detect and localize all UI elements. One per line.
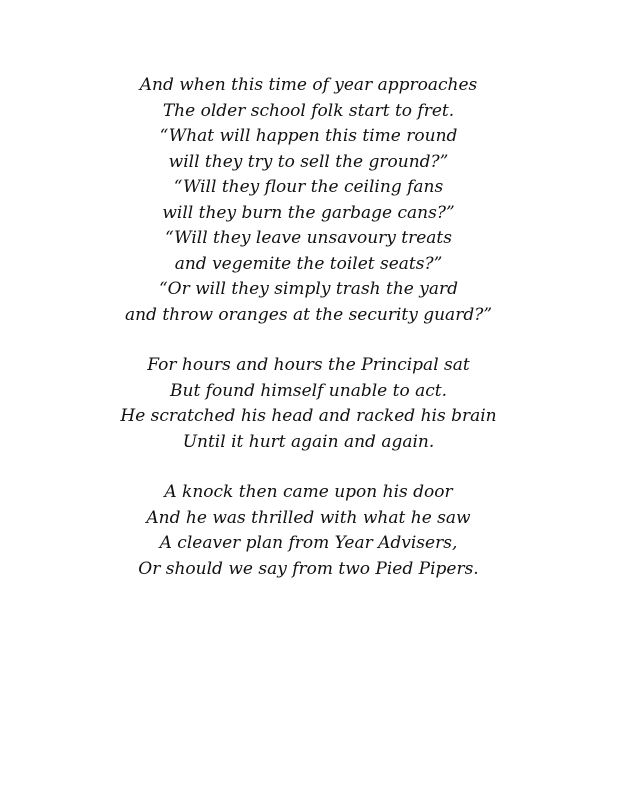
poem-line: “What will happen this time round: [159, 126, 458, 146]
poem-line: And when this time of year approaches: [139, 75, 478, 95]
poem-line: “Will they flour the ceiling fans: [173, 177, 444, 197]
poem-line: But found himself unable to act.: [170, 380, 447, 401]
poem-line: The older school folk start to fret.: [162, 100, 455, 121]
poem-line: will they burn the garbage cans?”: [162, 202, 455, 223]
poem-line: will they try to sell the ground?”: [168, 151, 449, 172]
stanza-1: [0, 73, 617, 328]
stanza-3: [0, 480, 617, 582]
poem-line: Until it hurt again and again.: [182, 431, 435, 452]
poem-line: And he was thrilled with what he saw: [146, 507, 471, 528]
poem: [0, 73, 617, 582]
poem-line: and throw oranges at the security guard?”: [124, 304, 493, 325]
poem-line: A cleaver plan from Year Advisers,: [159, 533, 458, 553]
poem-line: “Or will they simply trash the yard: [158, 279, 459, 299]
poem-line: “Will they leave unsavoury treats: [165, 228, 452, 248]
poem-line: He scratched his head and racked his brain: [120, 406, 497, 426]
poem-line: Or should we say from two Pied Pipers.: [138, 558, 479, 579]
poem-line: A knock then came upon his door: [164, 482, 453, 502]
poem-line: For hours and hours the Principal sat: [147, 355, 470, 375]
stanza-2: [0, 353, 617, 455]
poem-line: and vegemite the toilet seats?”: [174, 253, 443, 274]
